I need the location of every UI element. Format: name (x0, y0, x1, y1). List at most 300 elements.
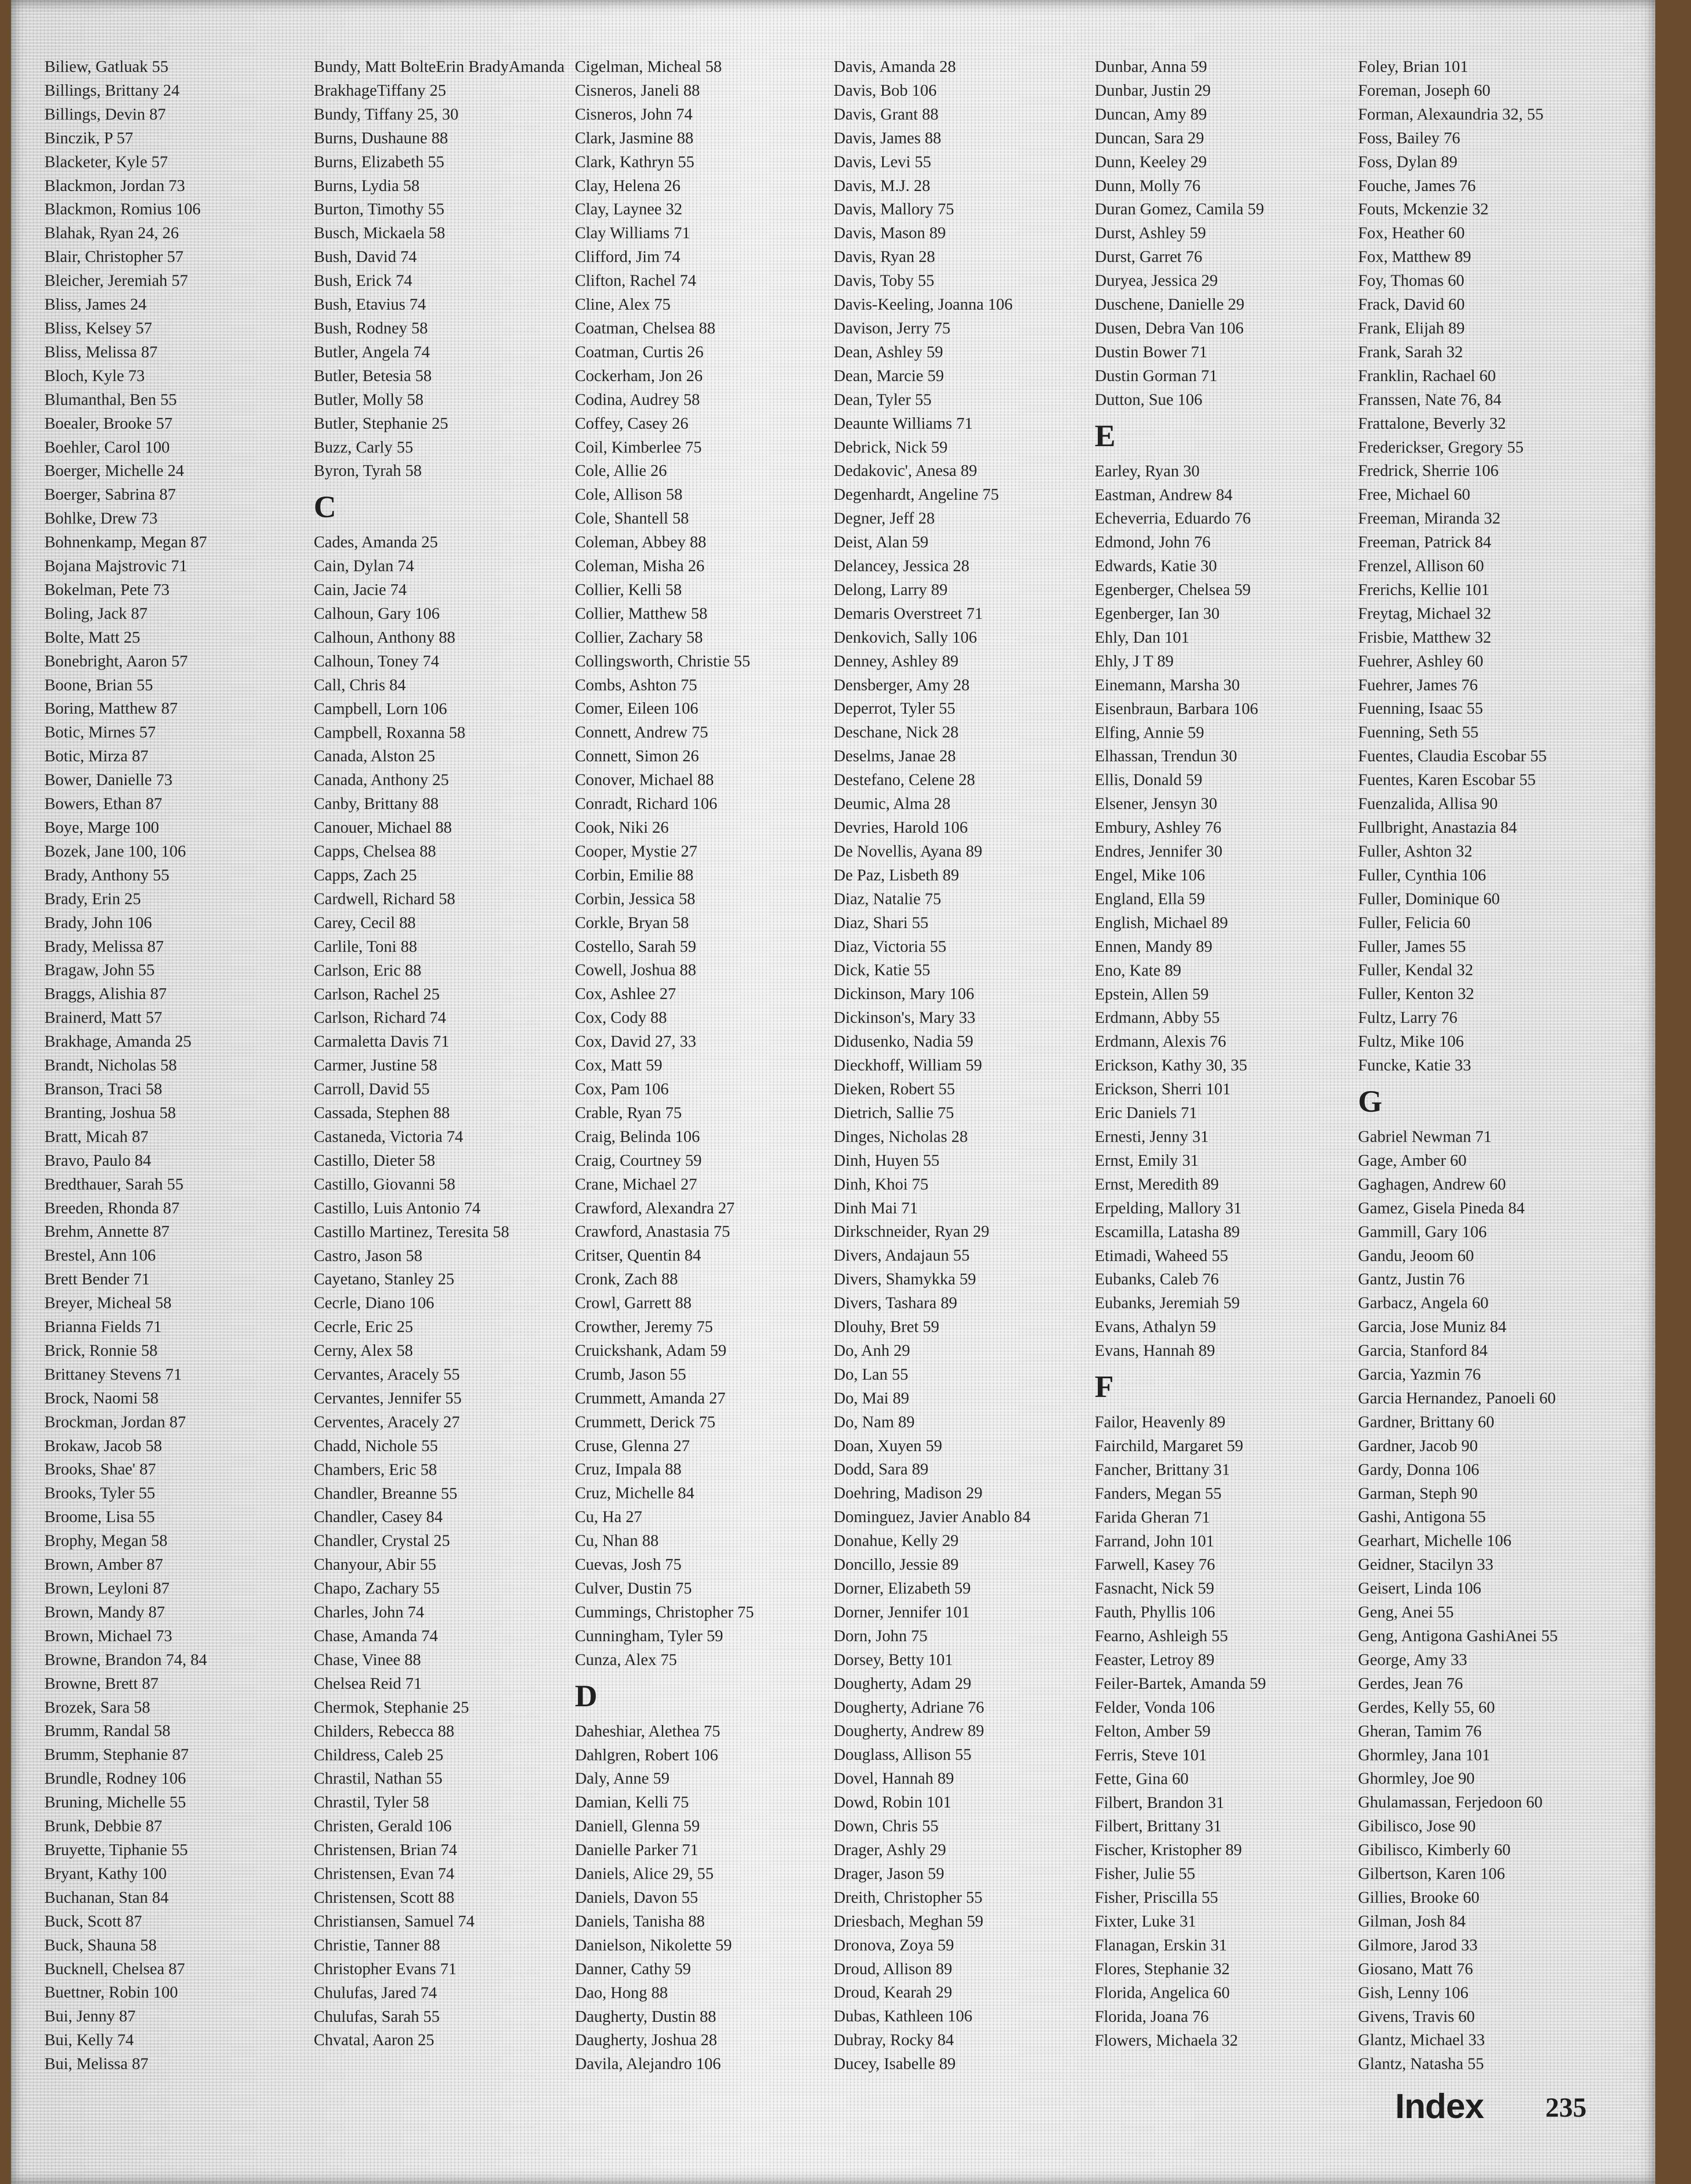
index-entry: Gashi, Antigona 55 (1358, 1507, 1486, 1526)
index-entry: Gaghagen, Andrew 60 (1358, 1174, 1506, 1193)
index-entry: Einemann, Marsha 30 (1095, 675, 1240, 694)
index-entry: Brandt, Nicholas 58 (44, 1056, 177, 1075)
index-entry: Bokelman, Pete 73 (44, 580, 169, 599)
index-entry: Bredthauer, Sarah 55 (44, 1174, 184, 1193)
index-entry: Givens, Travis 60 (1358, 2007, 1475, 2026)
index-entry: Cruz, Michelle 84 (575, 1484, 694, 1502)
index-entry: Codina, Audrey 58 (575, 390, 700, 409)
index-entry: Christensen, Evan 74 (314, 1864, 454, 1883)
index-column-1 (44, 55, 301, 2076)
index-entry: Cervantes, Aracely 55 (314, 1365, 460, 1384)
index-entry: Flores, Stephanie 32 (1095, 1959, 1230, 1978)
index-entry: Chadd, Nichole 55 (314, 1436, 438, 1455)
index-entry: Daniels, Tanisha 88 (575, 1911, 705, 1930)
index-entry: Branson, Traci 58 (44, 1079, 163, 1098)
index-entry: Dustin Bower 71 (1095, 342, 1207, 361)
index-entry: Glantz, Michael 33 (1358, 2031, 1485, 2049)
index-entry: Castillo, Luis Antonio 74 (314, 1198, 481, 1217)
index-entry: Damian, Kelli 75 (575, 1793, 689, 1812)
index-entry: Collier, Kelli 58 (575, 580, 682, 599)
index-entry: Castaneda, Victoria 74 (314, 1127, 464, 1146)
index-entry: Capps, Zach 25 (314, 866, 417, 884)
index-entry: Frenzel, Allison 60 (1358, 557, 1484, 575)
index-entry: Fuller, Dominique 60 (1358, 889, 1500, 908)
index-entry: Fultz, Larry 76 (1358, 1008, 1457, 1027)
index-entry: Cades, Amanda 25 (314, 533, 438, 551)
index-entry: Gamez, Gisela Pineda 84 (1358, 1198, 1525, 1217)
index-entry: Bleicher, Jeremiah 57 (44, 271, 188, 290)
index-entry: Cox, Matt 59 (575, 1056, 663, 1075)
index-entry: Foss, Dylan 89 (1358, 152, 1458, 171)
index-entry: Fouts, Mckenzie 32 (1358, 200, 1489, 218)
index-entry: Fuentes, Claudia Escobar 55 (1358, 747, 1547, 765)
index-entry: Douglass, Allison 55 (834, 1745, 972, 1764)
index-entry: Epstein, Allen 59 (1095, 984, 1209, 1003)
index-entry: Etimadi, Waheed 55 (1095, 1246, 1228, 1265)
index-entry: Daniell, Glenna 59 (575, 1817, 700, 1835)
index-entry: Davis, Bob 106 (834, 81, 937, 99)
index-entry: Bliss, James 24 (44, 295, 147, 314)
index-entry: Dietrich, Sallie 75 (834, 1103, 954, 1122)
index-entry: Daly, Anne 59 (575, 1769, 670, 1788)
index-entry: Coffey, Casey 26 (575, 414, 688, 432)
index-entry: Davis, Mallory 75 (834, 200, 954, 218)
index-entry: Donahue, Kelly 29 (834, 1531, 959, 1550)
index-entry: Ferris, Steve 101 (1095, 1745, 1207, 1764)
index-entry: Endres, Jennifer 30 (1095, 842, 1222, 861)
index-entry: Culver, Dustin 75 (575, 1579, 692, 1597)
index-entry: De Novellis, Ayana 89 (834, 841, 982, 860)
index-entry: Ernst, Meredith 89 (1095, 1174, 1219, 1193)
index-entry: Giosano, Matt 76 (1358, 1959, 1473, 1978)
index-entry: Degner, Jeff 28 (834, 509, 935, 528)
index-entry: Cruz, Impala 88 (575, 1460, 682, 1479)
index-entry: Doncillo, Jessie 89 (834, 1555, 959, 1574)
index-entry: Funcke, Katie 33 (1358, 1056, 1471, 1075)
index-entry: Fredrick, Sherrie 106 (1358, 461, 1499, 480)
index-entry: Frack, David 60 (1358, 295, 1465, 314)
index-entry: Deschane, Nick 28 (834, 723, 959, 742)
index-entry: Fullbright, Anastazia 84 (1358, 818, 1517, 836)
index-page (11, 0, 1655, 2184)
index-entry: Drager, Ashly 29 (834, 1840, 946, 1859)
index-entry: Bush, Erick 74 (314, 271, 412, 290)
index-entry: Carey, Cecil 88 (314, 913, 416, 932)
index-entry: Gilmore, Jarod 33 (1358, 1935, 1478, 1954)
index-entry: Delancey, Jessica 28 (834, 557, 970, 575)
index-entry: Dinh Mai 71 (834, 1198, 918, 1217)
index-entry: Cayetano, Stanley 25 (314, 1270, 454, 1289)
index-entry: Geng, Antigona GashiAnei 55 (1358, 1627, 1558, 1645)
index-entry: Bonebright, Aaron 57 (44, 651, 188, 670)
index-entry: Gibilisco, Kimberly 60 (1358, 1840, 1511, 1859)
index-entry: Dunbar, Justin 29 (1095, 81, 1211, 99)
index-entry: Cunza, Alex 75 (575, 1650, 677, 1669)
index-entry: Fuenzalida, Allisa 90 (1358, 794, 1498, 813)
index-entry: Dinh, Huyen 55 (834, 1151, 939, 1169)
index-entry: Escamilla, Latasha 89 (1095, 1222, 1240, 1241)
index-entry: Dean, Marcie 59 (834, 366, 944, 385)
index-entry: Conradt, Richard 106 (575, 794, 717, 813)
index-entry: Bush, Rodney 58 (314, 318, 428, 337)
index-entry: Farida Gheran 71 (1095, 1507, 1210, 1526)
index-entry: Chandler, Crystal 25 (314, 1531, 450, 1550)
index-entry: Dunn, Keeley 29 (1095, 152, 1207, 171)
index-entry: Dovel, Hannah 89 (834, 1769, 954, 1788)
index-entry: Densberger, Amy 28 (834, 675, 970, 694)
index-entry: Davis, Grant 88 (834, 104, 938, 123)
index-entry: Gardner, Jacob 90 (1358, 1436, 1478, 1455)
index-entry: Craig, Courtney 59 (575, 1151, 702, 1169)
index-entry: Dieken, Robert 55 (834, 1079, 955, 1098)
index-entry: Feaster, Letroy 89 (1095, 1650, 1215, 1669)
index-entry: Daheshiar, Alethea 75 (575, 1721, 720, 1740)
index-entry: Frisbie, Matthew 32 (1358, 628, 1491, 646)
index-entry: Davis, Mason 89 (834, 224, 946, 242)
index-entry: Crowl, Garrett 88 (575, 1294, 692, 1312)
index-entry: Fairchild, Margaret 59 (1095, 1436, 1244, 1455)
index-entry: Chapo, Zachary 55 (314, 1579, 440, 1598)
index-entry: Divers, Shamykka 59 (834, 1270, 976, 1289)
index-entry: Farwell, Kasey 76 (1095, 1555, 1215, 1574)
index-entry: Failor, Heavenly 89 (1095, 1413, 1226, 1431)
index-entry: Brown, Michael 73 (44, 1626, 172, 1645)
index-entry: Fultz, Mike 106 (1358, 1032, 1464, 1051)
index-entry: Dickinson's, Mary 33 (834, 1008, 976, 1027)
index-entry: Davis-Keeling, Joanna 106 (834, 295, 1013, 314)
index-entry: Delong, Larry 89 (834, 580, 948, 599)
index-entry: Diaz, Shari 55 (834, 913, 928, 932)
index-entry: Fouche, James 76 (1358, 176, 1476, 195)
index-entry: Debrick, Nick 59 (834, 437, 948, 456)
index-entry: Bui, Melissa 87 (44, 2054, 149, 2073)
index-entry: Foley, Brian 101 (1358, 57, 1468, 76)
index-entry: Billings, Brittany 24 (44, 81, 180, 99)
index-entry: Collier, Matthew 58 (575, 604, 708, 622)
index-entry: Bundy, Tiffany 25, 30 (314, 104, 459, 123)
index-entry: Dubray, Rocky 84 (834, 2031, 954, 2049)
index-entry: Cowell, Joshua 88 (575, 961, 696, 979)
index-entry: Buck, Shauna 58 (44, 1935, 157, 1954)
index-entry: Dunbar, Anna 59 (1095, 57, 1207, 76)
index-columns (44, 55, 1611, 2089)
index-entry: Daugherty, Dustin 88 (575, 2007, 716, 2026)
index-entry: Cox, Pam 106 (575, 1079, 669, 1098)
index-entry: Campbell, Lorn 106 (314, 699, 447, 718)
index-entry: De Paz, Lisbeth 89 (834, 865, 959, 884)
index-entry: Dougherty, Adriane 76 (834, 1698, 984, 1716)
index-entry: Dunn, Molly 76 (1095, 176, 1201, 195)
index-entry: Cruickshank, Adam 59 (575, 1341, 726, 1360)
index-entry: Denney, Ashley 89 (834, 651, 959, 670)
index-entry: Fisher, Priscilla 55 (1095, 1888, 1218, 1907)
index-entry: Fuller, Felicia 60 (1358, 913, 1471, 932)
index-entry: Fuentes, Karen Escobar 55 (1358, 770, 1536, 789)
index-entry: Coleman, Misha 26 (575, 557, 704, 575)
index-entry: Brooks, Shae' 87 (44, 1460, 156, 1479)
index-entry: Cooper, Mystie 27 (575, 841, 698, 860)
index-entry: Clark, Jasmine 88 (575, 128, 693, 147)
index-entry: Edwards, Katie 30 (1095, 557, 1217, 575)
index-entry: Fixter, Luke 31 (1095, 1912, 1196, 1931)
index-entry: Cook, Niki 26 (575, 818, 669, 836)
index-entry: Gerdes, Kelly 55, 60 (1358, 1698, 1495, 1716)
index-entry: Billings, Devin 87 (44, 104, 166, 123)
index-entry: Cain, Dylan 74 (314, 557, 414, 575)
index-entry: Burns, Elizabeth 55 (314, 152, 444, 171)
index-entry: Blackmon, Romius 106 (44, 200, 201, 218)
index-entry: Clifford, Jim 74 (575, 247, 681, 266)
index-entry: Carroll, David 55 (314, 1080, 430, 1098)
index-entry: Gandu, Jeoom 60 (1358, 1246, 1474, 1265)
index-entry: Duran Gomez, Camila 59 (1095, 200, 1264, 218)
index-entry: Frank, Elijah 89 (1358, 318, 1465, 337)
index-entry: Erpelding, Mallory 31 (1095, 1198, 1242, 1217)
index-entry: Dieckhoff, William 59 (834, 1056, 982, 1075)
index-entry: Christen, Gerald 106 (314, 1817, 452, 1835)
index-entry: Fox, Matthew 89 (1358, 247, 1471, 266)
index-entry: Brianna Fields 71 (44, 1317, 162, 1336)
index-entry: Fuller, Cynthia 106 (1358, 865, 1486, 884)
index-entry: Calhoun, Gary 106 (314, 604, 440, 623)
index-entry: Coleman, Abbey 88 (575, 533, 706, 551)
index-entry: Carmer, Justine 58 (314, 1056, 437, 1075)
index-entry: Broome, Lisa 55 (44, 1507, 155, 1526)
index-entry: Brady, Erin 25 (44, 889, 141, 908)
index-entry: Elsener, Jensyn 30 (1095, 794, 1217, 813)
index-entry: Eisenbraun, Barbara 106 (1095, 699, 1258, 718)
index-entry: Cox, David 27, 33 (575, 1032, 696, 1051)
index-entry: Elhassan, Trendun 30 (1095, 747, 1238, 765)
index-entry: Butler, Stephanie 25 (314, 414, 448, 432)
index-entry: Frank, Sarah 32 (1358, 342, 1463, 361)
index-entry: Cigelman, Micheal 58 (575, 57, 722, 76)
index-entry: Clifton, Rachel 74 (575, 271, 696, 290)
index-entry: Burns, Dushaune 88 (314, 128, 448, 147)
index-entry: Dlouhy, Bret 59 (834, 1317, 939, 1336)
index-entry: Coatman, Chelsea 88 (575, 318, 715, 337)
index-entry: Collier, Zachary 58 (575, 628, 703, 646)
index-entry: Frerichs, Kellie 101 (1358, 580, 1489, 599)
index-entry: Blackmon, Jordan 73 (44, 176, 185, 195)
index-entry: Canouer, Michael 88 (314, 818, 452, 837)
section-letter: E (1095, 418, 1116, 453)
index-entry: Boye, Marge 100 (44, 818, 159, 836)
index-entry: Butler, Betesia 58 (314, 366, 432, 385)
index-entry: Blair, Christopher 57 (44, 247, 184, 266)
index-entry: Gibilisco, Jose 90 (1358, 1817, 1476, 1835)
index-entry: Doehring, Madison 29 (834, 1484, 982, 1502)
index-entry: Bozek, Jane 100, 106 (44, 841, 186, 860)
index-entry: Forman, Alexaundria 32, 55 (1358, 104, 1544, 123)
index-entry: Brophy, Megan 58 (44, 1531, 168, 1550)
index-entry: Diaz, Victoria 55 (834, 937, 947, 956)
index-entry: Davis, Ryan 28 (834, 247, 935, 266)
index-entry: Carmaletta Davis 71 (314, 1032, 449, 1051)
index-entry: Gardy, Donna 106 (1358, 1460, 1479, 1479)
index-entry: Dorner, Jennifer 101 (834, 1602, 970, 1621)
index-entry: Coil, Kimberlee 75 (575, 437, 702, 456)
index-entry: Egenberger, Chelsea 59 (1095, 580, 1251, 599)
index-entry: Foreman, Joseph 60 (1358, 81, 1490, 99)
index-entry: Call, Chris 84 (314, 675, 406, 694)
index-entry: Gearhart, Michelle 106 (1358, 1531, 1511, 1550)
index-entry: Dorner, Elizabeth 59 (834, 1579, 971, 1597)
index-entry: Cardwell, Richard 58 (314, 889, 455, 908)
index-entry: Garcia, Yazmin 76 (1358, 1365, 1481, 1384)
index-entry: Crawford, Anastasia 75 (575, 1222, 730, 1241)
index-entry: Davis, Levi 55 (834, 152, 931, 171)
index-entry: Corbin, Jessica 58 (575, 889, 695, 908)
index-entry: Comer, Eileen 106 (575, 699, 698, 718)
index-entry: Byron, Tyrah 58 (314, 461, 422, 480)
index-entry: Evans, Athalyn 59 (1095, 1317, 1216, 1336)
index-entry: Brett Bender 71 (44, 1270, 150, 1289)
index-entry: Gerdes, Jean 76 (1358, 1674, 1463, 1693)
index-entry: Freeman, Miranda 32 (1358, 509, 1500, 528)
index-entry: Echeverria, Eduardo 76 (1095, 509, 1251, 528)
index-entry: Cisneros, Janeli 88 (575, 81, 700, 99)
index-entry: Free, Michael 60 (1358, 485, 1470, 504)
index-entry: Cox, Ashlee 27 (575, 984, 676, 1003)
index-entry: Fanders, Megan 55 (1095, 1484, 1222, 1502)
index-entry: Dickinson, Mary 106 (834, 984, 974, 1003)
index-entry: Fuehrer, James 76 (1358, 675, 1478, 694)
index-entry: Collingsworth, Christie 55 (575, 651, 751, 670)
index-entry: Fuller, Kenton 32 (1358, 984, 1474, 1003)
index-entry: Fuenning, Seth 55 (1358, 723, 1479, 742)
index-entry: Eastman, Andrew 84 (1095, 485, 1233, 504)
index-entry: Ellis, Donald 59 (1095, 770, 1202, 789)
index-entry: Burns, Lydia 58 (314, 176, 420, 195)
index-entry: Drager, Jason 59 (834, 1864, 944, 1883)
index-entry: Bower, Danielle 73 (44, 770, 173, 789)
index-entry: Brooks, Tyler 55 (44, 1484, 155, 1502)
index-entry: Ghormley, Joe 90 (1358, 1769, 1475, 1788)
index-entry: Deselms, Janae 28 (834, 747, 956, 765)
index-entry: Brainerd, Matt 57 (44, 1008, 162, 1027)
index-entry: Frattalone, Beverly 32 (1358, 414, 1506, 432)
index-entry: Deist, Alan 59 (834, 533, 928, 551)
index-entry: Critser, Quentin 84 (575, 1246, 701, 1265)
index-entry: Florida, Joana 76 (1095, 2007, 1209, 2026)
index-entry: Dean, Tyler 55 (834, 390, 932, 409)
index-entry: Chase, Amanda 74 (314, 1627, 438, 1645)
index-entry: Felder, Vonda 106 (1095, 1698, 1215, 1716)
index-entry: Brundle, Rodney 106 (44, 1769, 186, 1788)
index-entry: Castro, Jason 58 (314, 1246, 422, 1265)
index-entry: Bui, Jenny 87 (44, 2007, 136, 2026)
index-entry: Bruning, Michelle 55 (44, 1793, 186, 1812)
index-entry: Conover, Michael 88 (575, 770, 714, 789)
section-letter: C (314, 489, 337, 524)
index-entry: Cline, Alex 75 (575, 295, 671, 314)
index-entry: Brown, Mandy 87 (44, 1602, 165, 1621)
index-entry: Deaunte Williams 71 (834, 414, 973, 432)
index-entry: Cervantes, Jennifer 55 (314, 1388, 462, 1407)
index-entry: Calhoun, Anthony 88 (314, 628, 456, 646)
index-entry: Eno, Kate 89 (1095, 961, 1181, 979)
index-entry: Castillo, Dieter 58 (314, 1151, 435, 1169)
index-entry: Fischer, Kristopher 89 (1095, 1840, 1242, 1859)
index-entry: Breeden, Rhonda 87 (44, 1198, 180, 1217)
index-entry: Gheran, Tamim 76 (1358, 1721, 1482, 1740)
index-entry: Filbert, Brandon 31 (1095, 1793, 1224, 1812)
index-entry: Davila, Alejandro 106 (575, 2054, 721, 2073)
index-entry: Chanyour, Abir 55 (314, 1555, 436, 1574)
index-entry: Ghulamassan, Ferjedoon 60 (1358, 1793, 1543, 1812)
index-entry: Daniels, Davon 55 (575, 1888, 698, 1906)
index-entry: Divers, Andajaun 55 (834, 1246, 970, 1265)
index-entry: Davis, James 88 (834, 128, 941, 147)
index-entry: Gillies, Brooke 60 (1358, 1888, 1479, 1906)
index-entry: Elfing, Annie 59 (1095, 723, 1204, 742)
index-column-4 (834, 55, 1090, 2076)
index-entry: Frederickser, Gregory 55 (1358, 437, 1524, 456)
index-entry: Denkovich, Sally 106 (834, 628, 977, 646)
index-entry: Dick, Katie 55 (834, 961, 930, 979)
page-number: 235 (1545, 2092, 1587, 2123)
index-entry: Doan, Xuyen 59 (834, 1436, 942, 1455)
index-entry: Clay Williams 71 (575, 224, 690, 242)
index-entry: Canada, Alston 25 (314, 747, 435, 765)
index-entry: Fuenning, Isaac 55 (1358, 699, 1483, 718)
index-entry: Connett, Andrew 75 (575, 723, 708, 742)
index-entry: Egenberger, Ian 30 (1095, 604, 1220, 623)
index-entry: Duryea, Jessica 29 (1095, 271, 1218, 290)
index-entry: Botic, Mirnes 57 (44, 723, 156, 742)
index-entry: Dreith, Christopher 55 (834, 1888, 982, 1906)
index-entry: Dean, Ashley 59 (834, 342, 943, 361)
index-entry: Garcia, Stanford 84 (1358, 1341, 1488, 1360)
index-entry: Dao, Hong 88 (575, 1983, 668, 2002)
index-entry: Brady, Anthony 55 (44, 865, 169, 884)
index-entry: Fuller, Ashton 32 (1358, 841, 1473, 860)
index-entry: Destefano, Celene 28 (834, 770, 975, 789)
index-entry: Dutton, Sue 106 (1095, 390, 1203, 409)
index-entry: Fisher, Julie 55 (1095, 1864, 1195, 1883)
index-entry: Cronk, Zach 88 (575, 1270, 678, 1289)
index-entry: Cassada, Stephen 88 (314, 1103, 450, 1122)
index-entry: Felton, Amber 59 (1095, 1721, 1211, 1740)
index-column-2 (314, 55, 570, 2052)
index-entry: Bohlke, Drew 73 (44, 509, 158, 528)
index-entry: Duschene, Danielle 29 (1095, 295, 1244, 314)
index-entry: Carlson, Rachel 25 (314, 984, 440, 1003)
index-entry: Dirkschneider, Ryan 29 (834, 1222, 990, 1241)
index-entry: Bush, Etavius 74 (314, 295, 426, 314)
index-entry: Bliss, Melissa 87 (44, 342, 158, 361)
index-entry: Dusen, Debra Van 106 (1095, 318, 1244, 337)
index-entry: Do, Nam 89 (834, 1412, 915, 1431)
index-entry: Fuller, Kendal 32 (1358, 961, 1473, 979)
index-entry: Brozek, Sara 58 (44, 1698, 150, 1716)
index-entry: Boehler, Carol 100 (44, 437, 170, 456)
index-entry: Erdmann, Alexis 76 (1095, 1032, 1226, 1051)
index-entry: Cecrle, Eric 25 (314, 1317, 413, 1336)
index-entry: Bundy, Matt BolteErin BradyAmanda BrakhageTiffany 25 (314, 57, 565, 99)
index-entry: Brumm, Stephanie 87 (44, 1745, 189, 1764)
index-entry: Brehm, Annette 87 (44, 1222, 169, 1241)
index-entry: Bucknell, Chelsea 87 (44, 1959, 185, 1978)
index-entry: Franklin, Rachael 60 (1358, 366, 1496, 385)
index-entry: Embury, Ashley 76 (1095, 818, 1222, 837)
index-entry: Brockman, Jordan 87 (44, 1412, 186, 1431)
index-entry: Droud, Kearah 29 (834, 1983, 952, 2002)
index-entry: Clay, Helena 26 (575, 176, 681, 195)
index-entry: Brestel, Ann 106 (44, 1246, 156, 1265)
index-entry: Ernst, Emily 31 (1095, 1151, 1199, 1169)
